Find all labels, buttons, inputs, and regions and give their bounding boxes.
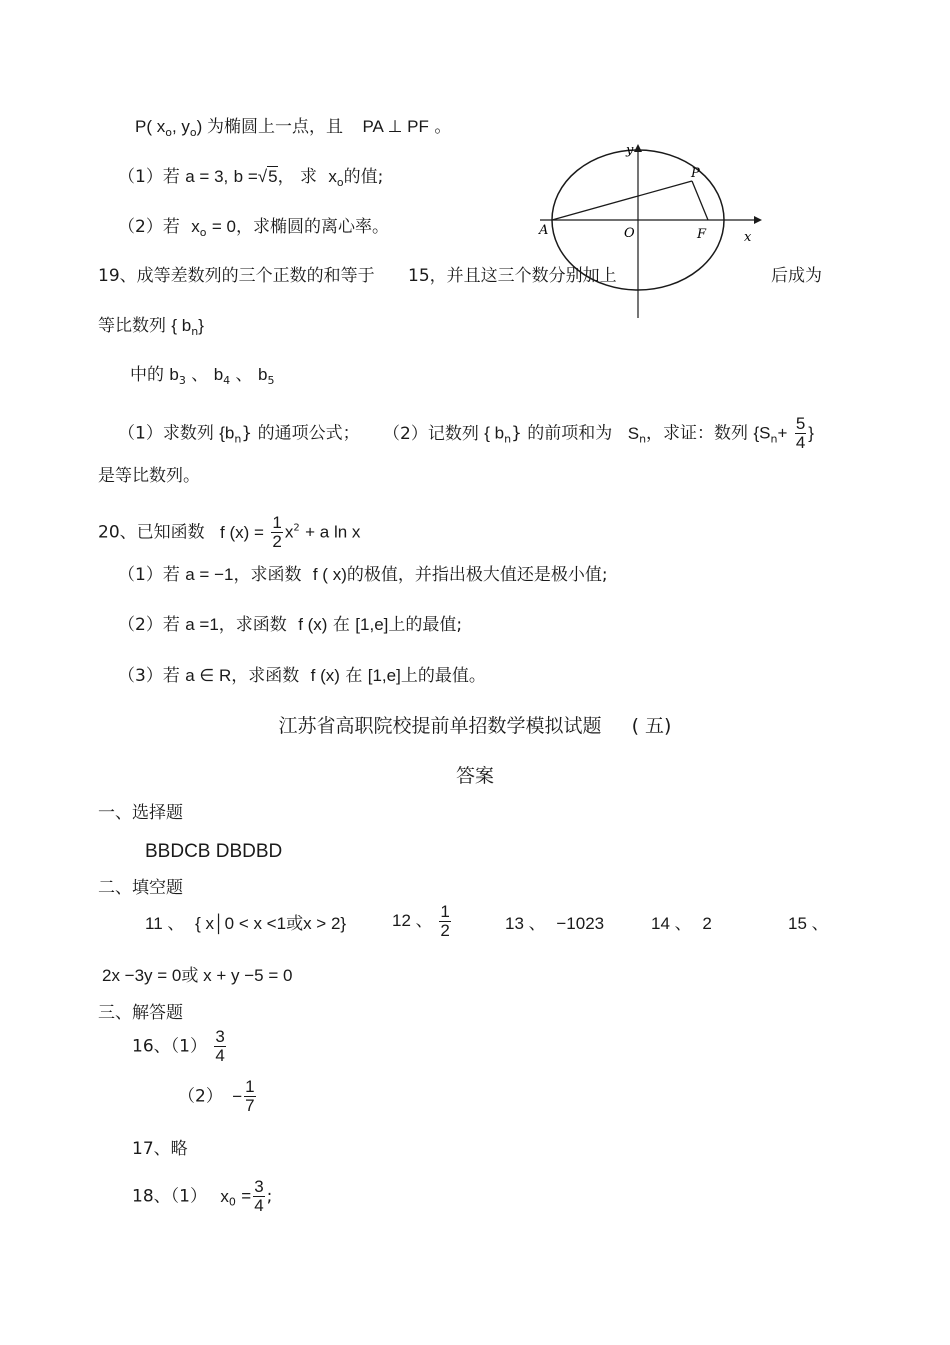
label-f: F <box>697 227 707 242</box>
fraction-3-4-x0: $\frac{3}{4}$ <box>254 1177 264 1215</box>
label-x: x <box>744 230 752 245</box>
q20-part2: （2）若 a =1，求函数 f (x) 在 [1,e]上的最值; <box>118 615 463 635</box>
answer-16-1: 16、（1） $\frac{3}{4}$ <box>132 1027 225 1065</box>
fill-13: 13 、 −1023 <box>505 914 605 933</box>
fraction-5-4: $\frac{5}{4}$ <box>795 414 806 452</box>
section-choice: 一、选择题 <box>98 803 183 823</box>
ellipse-diagram <box>530 138 770 328</box>
fraction-1-2: $\frac{1}{2}$ <box>272 513 282 551</box>
q19-line3: 中的 $b_3$ 、 $b_4$ 、 $b_5$ <box>130 365 275 387</box>
y-axis-arrow-icon <box>634 144 642 152</box>
exam-title: 江苏省高职院校提前单招数学模拟试题 ( 五) <box>278 715 672 737</box>
q20-head: 20、已知函数 f (x) = $\frac{1}{2}$ $x^2 + a$ ln x <box>98 513 361 551</box>
q19-parts: （1）求数列 $\{b_n\}$ 的通项公式； （2）记数列 { $b_n$} 的前项和为 $S_n$，求证：数列 {$S_n+$ $\frac{5}{4}$ } <box>118 414 814 452</box>
fill-11: 11 、 { x│0 < x <1或x > 2} <box>145 914 347 933</box>
segment-pa <box>552 181 692 220</box>
x-axis-arrow-icon <box>754 216 762 224</box>
fraction-1-7: $\frac{1}{7}$ <box>245 1077 255 1115</box>
segment-pf <box>692 181 708 220</box>
q19-line1-end: 后成为 <box>771 266 822 286</box>
answer-16-2: （2） − $\frac{1}{7}$ <box>178 1077 255 1115</box>
section-fill: 二、填空题 <box>98 878 183 898</box>
fill-15: 15 、 <box>788 914 829 933</box>
section-solve: 三、解答题 <box>98 1003 183 1023</box>
q18-condition: P( $x_o$, $y_o$) 为椭圆上一点，且 PA ⊥ PF 。 <box>135 117 452 139</box>
q18-part2: （2）若 $x_o = 0$，求椭圆的离心率。 <box>118 217 389 239</box>
label-y: y <box>626 143 634 158</box>
label-p: P <box>691 166 700 181</box>
q19-last: 是等比数列。 <box>98 466 200 486</box>
fill-15-answer: 2x −3y = 0或 x + y −5 = 0 <box>102 966 293 985</box>
q19-line1: 19、成等差数列的三个正数的和等于 15，并且这三个数分别加上 <box>98 266 617 286</box>
answer-17: 17、略 <box>132 1139 188 1159</box>
q20-part1: （1）若 a = −1，求函数 f ( x)的极值，并指出极大值还是极小值; <box>118 565 608 585</box>
q18-part1: （1）若 a = 3, b =√5， 求 $x_o$的值; <box>118 167 384 189</box>
fill-14: 14 、 2 <box>651 914 712 933</box>
answer-18: 18、（1） $x_0$ = $\frac{3}{4}$ ; <box>132 1177 273 1215</box>
q19-line2: 等比数列 { $b_n$} <box>98 316 204 338</box>
q20-part3: （3）若 a ∈ R，求函数 f (x) 在 [1,e]上的最值。 <box>118 666 486 686</box>
fraction-3-4: $\frac{3}{4}$ <box>215 1027 225 1065</box>
choice-answers: BBDCB DBDBD <box>145 841 283 862</box>
answer-heading: 答案 <box>455 765 494 787</box>
label-o: O <box>624 226 635 241</box>
fraction-1-2-answer: $\frac{1}{2}$ <box>440 902 450 940</box>
label-a: A <box>539 223 549 238</box>
fill-12: 12 、 $\frac{1}{2}$ <box>392 902 450 940</box>
